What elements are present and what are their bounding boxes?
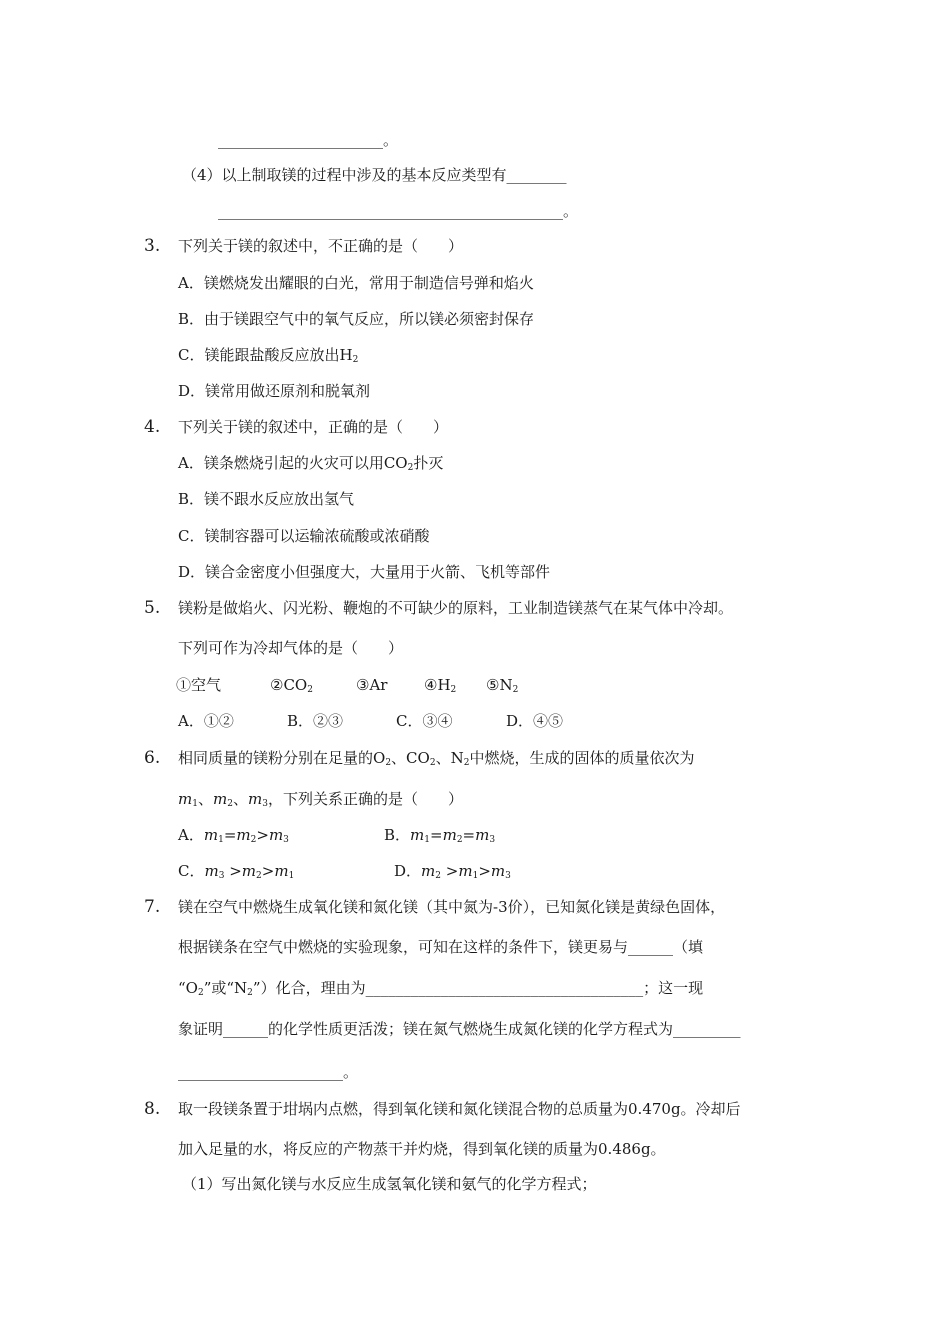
q6-option-c: C．$m_3 >m_2>m_1$ — [178, 862, 295, 881]
q5-gas-1: ①空气 — [176, 676, 222, 694]
q6-option-b: B．$m_1=m_2=m_3$ — [384, 826, 496, 845]
q6-stem-line1: 相同质量的镁粉分别在足量的$O_2$、$CO_2$、$N_2$中燃烧，生成的固体的质量依次为 — [178, 749, 695, 768]
q4-option-a: A．镁条燃烧引起的火灾可以用$CO_2$扑灭 — [178, 454, 444, 473]
q6-option-d: D．$m_2 >m_1>m_3$ — [394, 862, 511, 881]
q7-line2: 根据镁条在空气中燃烧的实验现象，可知在这样的条件下，镁更易与______（填 — [178, 938, 704, 956]
q5-gas-2: $②CO_2$ — [270, 676, 313, 695]
q6-option-a: A．$m_1=m_2>m_3$ — [178, 826, 289, 845]
q6-stem-line2: $m_1$、$m_2$、$m_3$，下列关系正确的是（ ） — [178, 790, 463, 809]
q5-option-b: B．②③ — [287, 712, 344, 730]
q8-line1: 取一段镁条置于坩埚内点燃，得到氧化镁和氮化镁混合物的总质量为0.470g。冷却后 — [178, 1100, 741, 1118]
q7-line4: 象证明______的化学性质更活泼；镁在氮气燃烧生成氮化镁的化学方程式为_________ — [178, 1020, 741, 1038]
q7-number: 7. — [144, 897, 161, 917]
q8-number: 8. — [144, 1099, 161, 1119]
q5-gas-5: $⑤N_2$ — [486, 676, 519, 695]
q3-option-c: C．镁能跟盐酸反应放出$H_2$ — [178, 346, 359, 365]
q4-option-d: D．镁合金密度小但强度大，大量用于火箭、飞机等部件 — [178, 563, 551, 581]
q7-line3: “$O_2$”或“$N_2$”）化合，理由为_____________________________________；这一现 — [178, 979, 704, 998]
q2-sub4-answer-blank: ______________________________________________。 — [218, 202, 579, 220]
q5-option-d: D．④⑤ — [506, 712, 564, 730]
q3-option-b: B．由于镁跟空气中的氧气反应，所以镁必须密封保存 — [178, 310, 535, 328]
q4-number: 4. — [144, 417, 161, 437]
q5-option-a: A．①② — [178, 712, 234, 730]
q3-stem: 下列关于镁的叙述中，不正确的是（ ） — [178, 237, 464, 255]
q3-number: 3. — [144, 236, 161, 256]
q5-option-c: C．③④ — [396, 712, 453, 730]
q8-line2: 加入足量的水，将反应的产物蒸干并灼烧，得到氧化镁的质量为0.486g。 — [178, 1140, 666, 1158]
q4-option-c: C．镁制容器可以运输浓硫酸或浓硝酸 — [178, 527, 430, 545]
q4-option-b: B．镁不跟水反应放出氢气 — [178, 490, 355, 508]
q3-option-d: D．镁常用做还原剂和脱氧剂 — [178, 382, 371, 400]
q3-option-a: A．镁燃烧发出耀眼的白光，常用于制造信号弹和焰火 — [178, 274, 534, 292]
q5-stem-line2: 下列可作为冷却气体的是（ ） — [178, 639, 404, 657]
q4-stem: 下列关于镁的叙述中，正确的是（ ） — [178, 418, 449, 436]
q6-number: 6. — [144, 748, 161, 768]
q5-stem-line1: 镁粉是做焰火、闪光粉、鞭炮的不可缺少的原料，工业制造镁蒸气在某气体中冷却。 — [178, 599, 734, 617]
q5-gas-4: $④H_2$ — [424, 676, 457, 695]
q8-sub1: （1）写出氮化镁与水反应生成氢氧化镁和氨气的化学方程式； — [182, 1175, 597, 1193]
q2-sub4-question: （4）以上制取镁的过程中涉及的基本反应类型有________ — [182, 166, 567, 184]
q7-line5: ______________________。 — [178, 1063, 359, 1081]
q5-number: 5. — [144, 598, 161, 618]
q7-line1: 镁在空气中燃烧生成氧化镁和氮化镁（其中氮为-3价），已知氮化镁是黄绿色固体， — [178, 898, 726, 916]
q2-answer-blank-3: ______________________。 — [218, 131, 399, 149]
q5-gas-3: ③Ar — [356, 676, 388, 694]
